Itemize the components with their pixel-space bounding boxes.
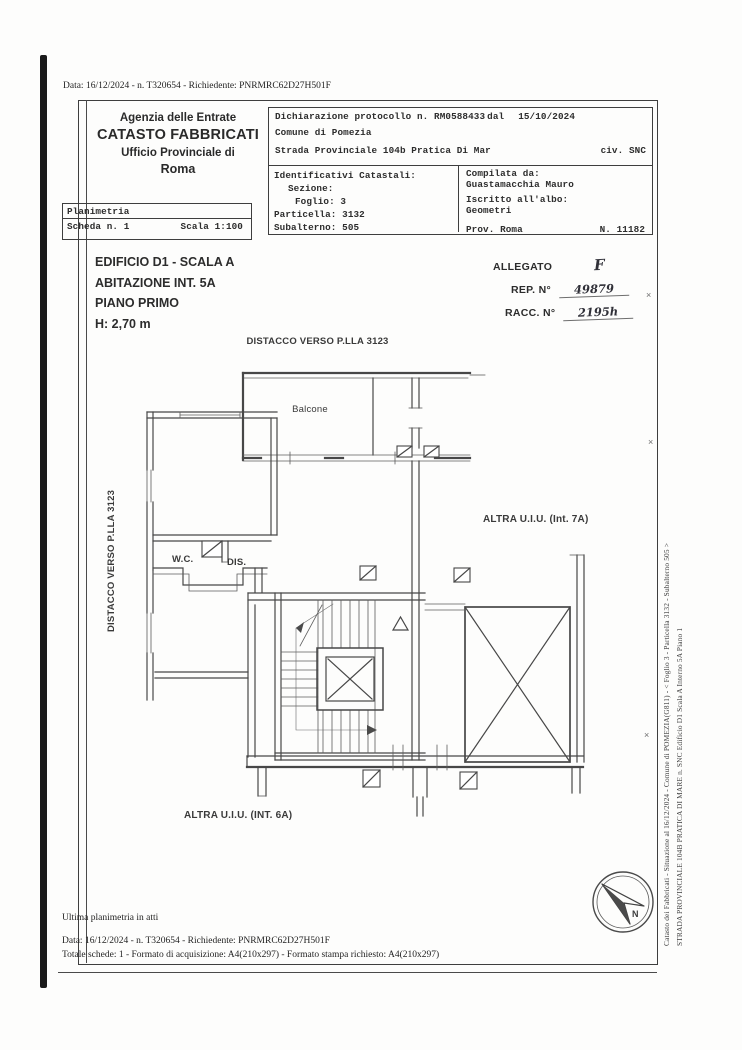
prov-text: Prov. Roma [466, 224, 523, 235]
balcone-label: Balcone [292, 404, 328, 415]
office-city: Roma [160, 162, 196, 176]
catasto-ids-cell [269, 166, 459, 232]
document-bottom-rule [58, 972, 657, 973]
altra-uiu-7a-label: ALTRA U.I.U. (Int. 7A) [483, 514, 589, 525]
agency-name: Agenzia delle Entrate [119, 112, 237, 124]
protocol-label: Dichiarazione protocollo n. [275, 111, 429, 122]
rep-handwritten-value: 49879 [559, 281, 629, 298]
protocol-line [275, 111, 646, 122]
subject-building: EDIFICIO D1 - SCALA A [95, 255, 235, 269]
compiler-cell [459, 166, 652, 235]
scan-edge-artifact [40, 55, 47, 988]
registration-mark: × [646, 290, 652, 300]
top-meta-line: Data: 16/12/2024 - n. T320654 - Richiedente: PNRMRC62D27H501F [63, 81, 331, 91]
footer-data-line: Data: 16/12/2024 - n. T320654 - Richiedente: PNRMRC62D27H501F [62, 936, 330, 946]
ids-sezione: Sezione: [288, 183, 334, 194]
albo-number: N. 11182 [599, 224, 645, 235]
north-letter: N [632, 909, 639, 919]
distacco-left-label: DISTACCO VERSO P.LLA 3123 [106, 489, 117, 632]
allegato-handwritten-value: F [593, 255, 606, 275]
catasto-title: CATASTO FABBRICATI [96, 127, 260, 143]
ids-foglio: Foglio: 3 [295, 196, 347, 207]
side-caption-line1: Catasto dei Fabbricati - Situazione al 16/12/2024 - Comune di POMEZIA(G811) - < Foglio 3 - Particella 3132 - Subalterno 505 > [662, 542, 671, 946]
subject-unit: ABITAZIONE INT. 5A [95, 275, 216, 290]
scheda-number: Scheda n. 1 [67, 221, 130, 232]
registration-mark: × [648, 437, 654, 447]
agency-header [92, 112, 264, 176]
street-text: Strada Provinciale 104b Pratica Di Mar [275, 145, 491, 156]
allegato-label: ALLEGATO [493, 261, 553, 273]
compiler-label: Compilata da: [466, 168, 540, 179]
planimetria-title: Planimetria [63, 204, 251, 219]
protocol-dal: dal [487, 111, 505, 122]
racc-handwritten-value: 2195h [563, 304, 633, 321]
address-line [275, 145, 646, 156]
footer-totale-line: Totale schede: 1 - Formato di acquisizione: A4(210x297) - Formato stampa richiesto: A4(210x297) [62, 950, 440, 960]
ultima-planimetria-line: Ultima planimetria in atti [62, 913, 159, 923]
declaration-box [268, 107, 653, 235]
racc-label: RACC. N° [505, 307, 556, 319]
dis-label: DIS. [227, 557, 247, 568]
north-compass-icon [588, 866, 658, 936]
office-line: Ufficio Provinciale di [121, 147, 235, 159]
civico-text: civ. SNC [600, 145, 646, 156]
planimetria-box [62, 203, 252, 240]
compiler-name: Guastamacchia Mauro [466, 178, 574, 190]
ids-particella: Particella: 3132 [274, 209, 365, 220]
subject-floor: PIANO PRIMO [95, 296, 180, 310]
rep-label: REP. N° [511, 284, 551, 296]
albo-value: Geometri [466, 204, 512, 216]
albo-label: Iscritto all'albo: [466, 194, 569, 205]
altra-uiu-6a-label: ALTRA U.I.U. (INT. 6A) [184, 810, 293, 821]
ids-subalterno: Subalterno: 505 [274, 222, 360, 233]
distacco-top-label: DISTACCO VERSO P.LLA 3123 [246, 336, 389, 347]
registration-mark: × [644, 730, 650, 740]
ids-title: Identificativi Catastali: [274, 170, 416, 181]
protocol-date: 15/10/2024 [518, 111, 575, 122]
scala-value: Scala 1:100 [180, 221, 243, 232]
subject-height: H: 2,70 m [95, 316, 151, 331]
comune-line: Comune di Pomezia [275, 127, 372, 138]
protocol-number: RM0588433 [434, 111, 486, 122]
wc-label: W.C. [172, 554, 194, 565]
floor-plan [85, 240, 655, 930]
side-caption-line2: STRADA PROVINCIALE 104B PRATICA DI MARE n. SNC Edificio D1 Scala A Interno 5A Piano 1 [675, 627, 684, 946]
